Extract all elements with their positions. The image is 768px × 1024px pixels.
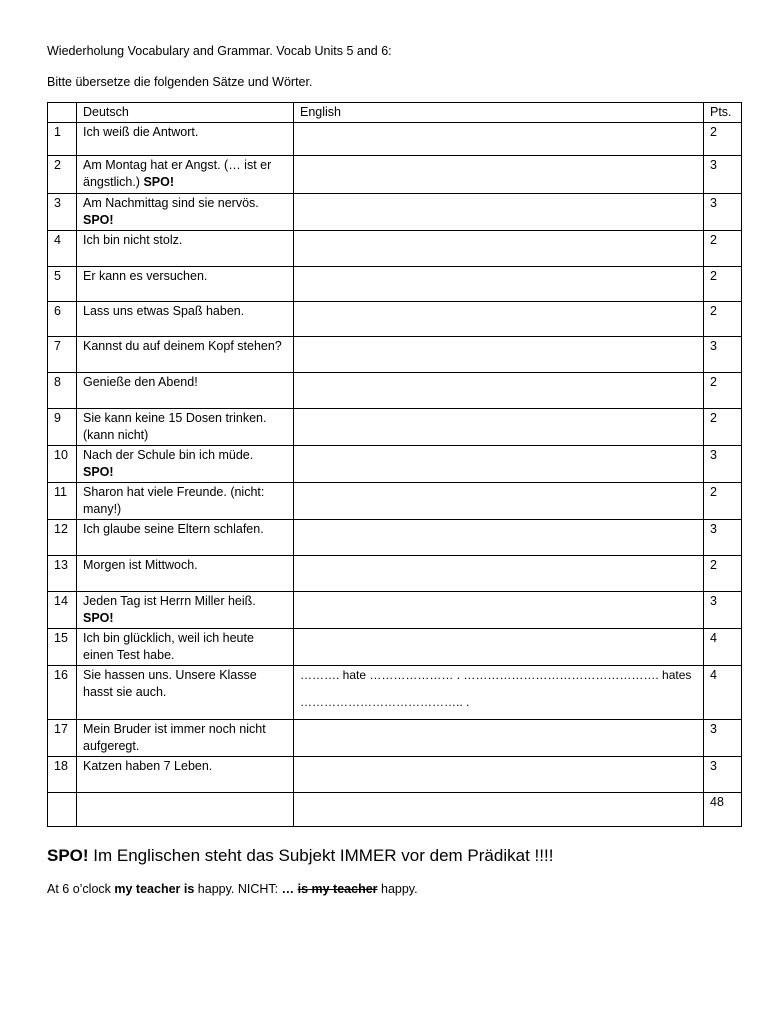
total-empty-cell xyxy=(77,793,294,827)
table-row xyxy=(48,757,742,793)
table-row xyxy=(48,231,742,267)
row-points: 3 xyxy=(704,446,742,483)
table-row xyxy=(48,483,742,520)
table-row xyxy=(48,666,742,720)
example-ellipsis: … xyxy=(281,882,295,896)
row-number: 4 xyxy=(48,231,77,267)
row-number: 2 xyxy=(48,156,77,194)
row-deutsch xyxy=(77,666,294,720)
spo-marker: SPO! xyxy=(83,465,114,479)
row-english-answer[interactable] xyxy=(294,629,704,666)
row-deutsch xyxy=(77,267,294,302)
header-points: Pts. xyxy=(704,103,742,123)
row-points: 3 xyxy=(704,337,742,373)
deutsch-text: Ich bin nicht stolz. xyxy=(83,233,183,247)
row-number: 16 xyxy=(48,666,77,720)
deutsch-text: Sie hassen uns. Unsere Klasse hasst sie auch. xyxy=(83,668,257,699)
total-empty-cell xyxy=(294,793,704,827)
deutsch-text: Mein Bruder ist immer noch nicht aufgeregt. xyxy=(83,722,266,753)
spo-rule-text: Im Englischen steht das Subjekt IMMER vor dem Prädikat !!!! xyxy=(88,846,554,865)
deutsch-text: Ich glaube seine Eltern schlafen. xyxy=(83,522,264,536)
row-points: 3 xyxy=(704,592,742,629)
spo-rule xyxy=(47,846,553,866)
row-points: 2 xyxy=(704,267,742,302)
deutsch-text: Genieße den Abend! xyxy=(83,375,198,389)
table-row xyxy=(48,520,742,556)
row-points: 2 xyxy=(704,231,742,267)
table-row xyxy=(48,446,742,483)
row-number: 9 xyxy=(48,409,77,446)
row-points: 3 xyxy=(704,156,742,194)
row-points: 3 xyxy=(704,757,742,793)
row-english-answer[interactable] xyxy=(294,373,704,409)
spo-marker: SPO! xyxy=(83,213,114,227)
row-deutsch xyxy=(77,123,294,156)
row-deutsch xyxy=(77,483,294,520)
fill-in-line: ………. hate ………………… . …………………………………………. hates xyxy=(300,668,692,682)
deutsch-text: Ich bin glücklich, weil ich heute einen Test habe. xyxy=(83,631,254,662)
row-deutsch xyxy=(77,156,294,194)
row-points: 3 xyxy=(704,194,742,231)
deutsch-text: Katzen haben 7 Leben. xyxy=(83,759,213,773)
deutsch-text: Kannst du auf deinem Kopf stehen? xyxy=(83,339,282,353)
table-row xyxy=(48,337,742,373)
table-row xyxy=(48,556,742,592)
worksheet-instruction: Bitte übersetze die folgenden Sätze und Wörter. xyxy=(47,75,313,89)
example-part: At 6 o’clock xyxy=(47,882,115,896)
fill-in-line: ………………………………….. . xyxy=(300,695,470,709)
table-row xyxy=(48,373,742,409)
row-number: 14 xyxy=(48,592,77,629)
row-points: 3 xyxy=(704,720,742,757)
row-number: 3 xyxy=(48,194,77,231)
row-number: 18 xyxy=(48,757,77,793)
table-row xyxy=(48,194,742,231)
row-deutsch xyxy=(77,629,294,666)
row-number: 7 xyxy=(48,337,77,373)
row-number: 12 xyxy=(48,520,77,556)
header-english: English xyxy=(294,103,704,123)
example-sentence xyxy=(47,882,418,896)
deutsch-text: Ich weiß die Antwort. xyxy=(83,125,199,139)
row-points: 4 xyxy=(704,666,742,720)
row-english-answer[interactable] xyxy=(294,757,704,793)
spo-marker: SPO! xyxy=(83,611,114,625)
spo-marker: SPO! xyxy=(143,175,175,189)
deutsch-text: Lass uns etwas Spaß haben. xyxy=(83,304,245,318)
row-english-answer[interactable] xyxy=(294,520,704,556)
table-row xyxy=(48,123,742,156)
row-english-answer[interactable] xyxy=(294,666,704,720)
row-number: 13 xyxy=(48,556,77,592)
worksheet-title: Wiederholung Vocabulary and Grammar. Vocab Units 5 and 6: xyxy=(47,44,392,58)
deutsch-text: Am Nachmittag sind sie nervös. xyxy=(83,196,259,210)
example-part: happy. xyxy=(377,882,418,896)
row-points: 2 xyxy=(704,373,742,409)
row-english-answer[interactable] xyxy=(294,156,704,194)
fill-in-template xyxy=(300,667,697,711)
table-row xyxy=(48,267,742,302)
row-english-answer[interactable] xyxy=(294,720,704,757)
row-points: 2 xyxy=(704,556,742,592)
row-english-answer[interactable] xyxy=(294,483,704,520)
deutsch-text: Morgen ist Mittwoch. xyxy=(83,558,198,572)
row-points: 4 xyxy=(704,629,742,666)
row-english-answer[interactable] xyxy=(294,446,704,483)
row-points: 2 xyxy=(704,302,742,337)
row-number: 11 xyxy=(48,483,77,520)
example-wrong-order: is my teacher xyxy=(297,882,378,896)
row-english-answer[interactable] xyxy=(294,194,704,231)
row-english-answer[interactable] xyxy=(294,337,704,373)
row-number: 17 xyxy=(48,720,77,757)
row-points: 2 xyxy=(704,123,742,156)
row-english-answer[interactable] xyxy=(294,556,704,592)
example-part: happy. NICHT: xyxy=(194,882,282,896)
total-row xyxy=(48,793,742,827)
row-deutsch xyxy=(77,302,294,337)
header-deutsch: Deutsch xyxy=(77,103,294,123)
table-header-row xyxy=(48,103,742,123)
row-english-answer[interactable] xyxy=(294,267,704,302)
translation-table xyxy=(47,102,742,827)
row-deutsch xyxy=(77,373,294,409)
row-english-answer[interactable] xyxy=(294,592,704,629)
table-row xyxy=(48,156,742,194)
row-points: 3 xyxy=(704,520,742,556)
row-deutsch xyxy=(77,592,294,629)
table-row xyxy=(48,592,742,629)
table-row xyxy=(48,409,742,446)
deutsch-text: Sie kann keine 15 Dosen trinken. (kann nicht) xyxy=(83,411,267,442)
row-points: 2 xyxy=(704,409,742,446)
row-number: 8 xyxy=(48,373,77,409)
row-english-answer[interactable] xyxy=(294,302,704,337)
table-row xyxy=(48,302,742,337)
total-points: 48 xyxy=(704,793,742,827)
table-row xyxy=(48,629,742,666)
row-number: 1 xyxy=(48,123,77,156)
row-deutsch xyxy=(77,337,294,373)
row-deutsch xyxy=(77,231,294,267)
total-empty-cell xyxy=(48,793,77,827)
row-deutsch xyxy=(77,194,294,231)
row-number: 10 xyxy=(48,446,77,483)
row-deutsch xyxy=(77,409,294,446)
row-deutsch xyxy=(77,757,294,793)
row-deutsch xyxy=(77,446,294,483)
row-english-answer[interactable] xyxy=(294,231,704,267)
row-deutsch xyxy=(77,520,294,556)
deutsch-text: Am Montag hat er Angst. (… ist er ängstlich.) xyxy=(83,158,272,189)
row-number: 15 xyxy=(48,629,77,666)
spo-tag: SPO! xyxy=(47,846,89,865)
row-english-answer[interactable] xyxy=(294,123,704,156)
deutsch-text: Sharon hat viele Freunde. (nicht: many!) xyxy=(83,485,265,516)
header-num xyxy=(48,103,77,123)
row-deutsch xyxy=(77,556,294,592)
row-number: 6 xyxy=(48,302,77,337)
row-number: 5 xyxy=(48,267,77,302)
example-subject-verb: my teacher is xyxy=(114,882,195,896)
row-points: 2 xyxy=(704,483,742,520)
deutsch-text: Jeden Tag ist Herrn Miller heiß. xyxy=(83,594,256,608)
deutsch-text: Er kann es versuchen. xyxy=(83,269,208,283)
row-english-answer[interactable] xyxy=(294,409,704,446)
row-deutsch xyxy=(77,720,294,757)
deutsch-text: Nach der Schule bin ich müde. xyxy=(83,448,254,462)
table-row xyxy=(48,720,742,757)
